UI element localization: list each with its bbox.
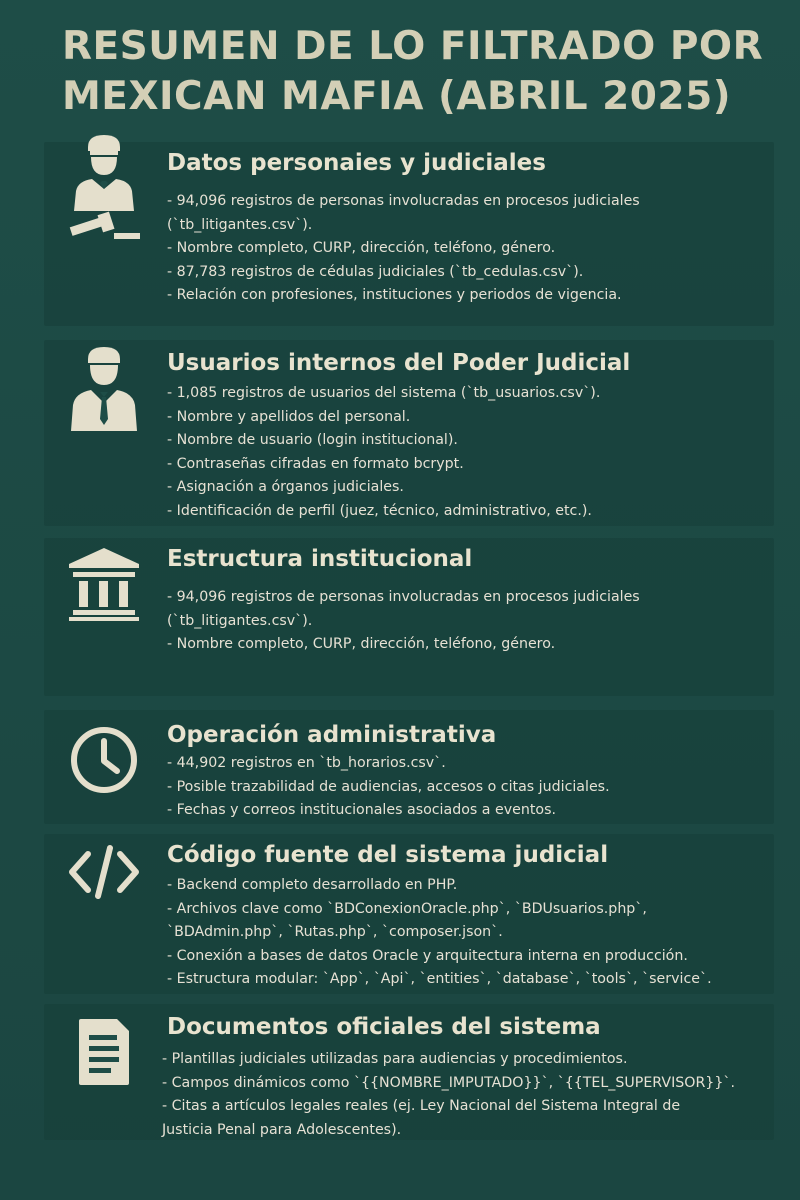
page-title-line-1: RESUMEN DE LO FILTRADO POR <box>62 24 764 69</box>
section-heading: Operación administrativa <box>167 722 497 748</box>
section-line: - Asignación a órganos judiciales. <box>167 479 404 496</box>
section-administrative-operation <box>44 710 774 824</box>
section-line: - Estructura modular: `App`, `Api`, `entities`, `database`, `tools`, `service`. <box>167 971 712 988</box>
section-line: - Backend completo desarrollado en PHP. <box>167 877 458 893</box>
section-line: - Nombre completo, CURP, dirección, teléfono, género. <box>167 636 556 653</box>
section-line: - Conexión a bases de datos Oracle y arquitectura interna en producción. <box>167 947 688 964</box>
section-line: - 94,096 registros de personas involucradas en procesos judiciales <box>167 589 640 605</box>
section-line: - Identificación de perfil (juez, técnico, administrativo, etc.). <box>167 502 592 519</box>
section-heading: Estructura institucional <box>167 546 473 572</box>
page-title <box>62 22 782 122</box>
section-line: - 87,783 registros de cédulas judiciales (`tb_cedulas.csv`). <box>167 263 584 280</box>
section-line: (`tb_litigantes.csv`). <box>167 612 313 629</box>
section-line: Justicia Penal para Adolescentes). <box>162 1121 402 1138</box>
section-line: - Citas a artículos legales reales (ej. Ley Nacional del Sistema Integral de <box>162 1098 681 1115</box>
section-line: - Campos dinámicos como `{{NOMBRE_IMPUTADO}}`, `{{TEL_SUPERVISOR}}`. <box>162 1074 735 1091</box>
section-line: - 1,085 registros de usuarios del sistema (`tb_usuarios.csv`). <box>167 385 601 401</box>
section-line: - 94,096 registros de personas involucradas en procesos judiciales <box>167 193 640 209</box>
clock-icon <box>66 720 142 800</box>
section-internal-users <box>44 340 774 526</box>
section-personal-data <box>44 142 774 326</box>
section-line: - Contraseñas cifradas en formato bcrypt. <box>167 455 464 472</box>
section-line: - Relación con profesiones, instituciones y periodos de vigencia. <box>167 287 622 304</box>
section-official-documents <box>44 1004 774 1140</box>
section-line: - Posible trazabilidad de audiencias, accesos o citas judiciales. <box>167 778 610 795</box>
section-line: `BDAdmin.php`, `Rutas.php`, `composer.json`. <box>167 924 503 941</box>
section-line: - Nombre de usuario (login institucional). <box>167 432 458 449</box>
section-heading: Usuarios internos del Poder Judicial <box>167 350 631 376</box>
section-heading: Código fuente del sistema judicial <box>167 842 609 868</box>
section-line: - Nombre completo, CURP, dirección, teléfono, género. <box>167 240 556 257</box>
section-line: - Nombre y apellidos del personal. <box>167 408 411 425</box>
institution-building-icon <box>66 542 142 622</box>
section-source-code <box>44 834 774 994</box>
user-suit-icon <box>66 348 142 428</box>
section-line: - 44,902 registros en `tb_horarios.csv`. <box>167 755 446 771</box>
page-title-line-2: MEXICAN MAFIA (ABRIL 2025) <box>62 74 732 119</box>
document-icon <box>66 1012 142 1092</box>
section-line: - Archivos clave como `BDConexionOracle.php`, `BDUsuarios.php`, <box>167 900 647 917</box>
judge-gavel-icon <box>66 148 142 228</box>
section-line: - Fechas y correos institucionales asociados a eventos. <box>167 802 556 819</box>
section-institutional-structure <box>44 538 774 696</box>
code-brackets-icon <box>66 832 142 912</box>
section-line: - Plantillas judiciales utilizadas para audiencias y procedimientos. <box>162 1051 628 1067</box>
section-line: (`tb_litigantes.csv`). <box>167 216 313 233</box>
section-heading: Datos personaies y judiciales <box>167 150 546 176</box>
section-heading: Documentos oficiales del sistema <box>167 1014 601 1040</box>
